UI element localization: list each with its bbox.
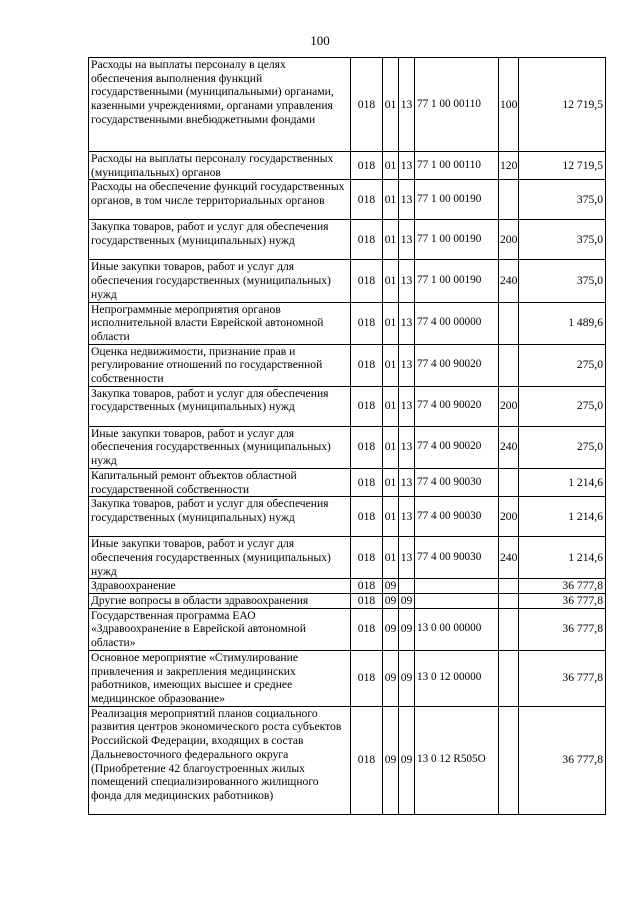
table-row [89, 386, 606, 426]
item-name-cell: Оценка недвижимости, признание прав и регулирование отношений по государственной собственности [89, 344, 351, 386]
item-name-cell: Реализация мероприятий планов социального развития центров экономического роста субъектов Российской Федерации, входящих в состав Дальневосточного федерального округа (Приобретение 42 благоустроенных жилых помещений специализированного жилищного фонда для медицинских работников) [89, 706, 351, 814]
target-item-code-cell [415, 579, 499, 594]
subsection-code-cell: 13 [399, 180, 415, 220]
expense-type-code-cell [499, 302, 519, 344]
budget-table [88, 57, 606, 815]
table-row [89, 260, 606, 302]
expense-type-code-cell: 240 [499, 537, 519, 579]
ministry-code-cell: 018 [351, 260, 383, 302]
table-row [89, 180, 606, 220]
target-item-code-cell: 13 0 12 00000 [415, 650, 499, 706]
subsection-code-cell: 13 [399, 537, 415, 579]
table-row [89, 650, 606, 706]
subsection-code-cell: 13 [399, 426, 415, 468]
table-row [89, 152, 606, 180]
expense-type-code-cell [499, 706, 519, 814]
item-name-cell: Здравоохранение [89, 579, 351, 594]
item-name-cell: Другие вопросы в области здравоохранения [89, 594, 351, 609]
item-name-cell: Государственная программа ЕАО «Здравоохранение в Еврейской автономной области» [89, 608, 351, 650]
table-row [89, 579, 606, 594]
table-row [89, 594, 606, 609]
table-row [89, 537, 606, 579]
table-row [89, 608, 606, 650]
expense-type-code-cell [499, 579, 519, 594]
item-name-cell: Иные закупки товаров, работ и услуг для обеспечения государственных (муниципальных) нужд [89, 537, 351, 579]
section-code-cell: 01 [383, 260, 399, 302]
amount-cell: 36 777,8 [519, 579, 606, 594]
target-item-code-cell: 77 4 00 90030 [415, 537, 499, 579]
target-item-code-cell: 13 0 00 00000 [415, 608, 499, 650]
amount-cell: 36 777,8 [519, 608, 606, 650]
target-item-code-cell [415, 594, 499, 609]
table-row [89, 706, 606, 814]
section-code-cell: 01 [383, 537, 399, 579]
amount-cell: 375,0 [519, 220, 606, 260]
subsection-code-cell: 13 [399, 220, 415, 260]
amount-cell: 1 214,6 [519, 537, 606, 579]
section-code-cell: 01 [383, 468, 399, 496]
ministry-code-cell: 018 [351, 497, 383, 537]
item-name-cell: Иные закупки товаров, работ и услуг для обеспечения государственных (муниципальных) нужд [89, 426, 351, 468]
ministry-code-cell: 018 [351, 152, 383, 180]
expense-type-code-cell: 240 [499, 260, 519, 302]
subsection-code-cell: 13 [399, 344, 415, 386]
table-row [89, 302, 606, 344]
item-name-cell: Закупка товаров, работ и услуг для обеспечения государственных (муниципальных) нужд [89, 220, 351, 260]
amount-cell: 1 489,6 [519, 302, 606, 344]
amount-cell: 36 777,8 [519, 594, 606, 609]
ministry-code-cell: 018 [351, 579, 383, 594]
section-code-cell: 01 [383, 426, 399, 468]
item-name-cell: Расходы на выплаты персоналу государственных (муниципальных) органов [89, 152, 351, 180]
expense-type-code-cell [499, 650, 519, 706]
target-item-code-cell: 77 1 00 00110 [415, 152, 499, 180]
ministry-code-cell: 018 [351, 386, 383, 426]
target-item-code-cell: 77 1 00 00110 [415, 58, 499, 152]
amount-cell: 275,0 [519, 426, 606, 468]
amount-cell: 375,0 [519, 260, 606, 302]
amount-cell: 1 214,6 [519, 468, 606, 496]
section-code-cell: 01 [383, 386, 399, 426]
section-code-cell: 09 [383, 594, 399, 609]
item-name-cell: Закупка товаров, работ и услуг для обеспечения государственных (муниципальных) нужд [89, 497, 351, 537]
section-code-cell: 09 [383, 706, 399, 814]
budget-table-body [89, 58, 606, 815]
section-code-cell: 01 [383, 180, 399, 220]
amount-cell: 12 719,5 [519, 152, 606, 180]
ministry-code-cell: 018 [351, 594, 383, 609]
subsection-code-cell: 09 [399, 608, 415, 650]
subsection-code-cell [399, 579, 415, 594]
section-code-cell: 09 [383, 579, 399, 594]
amount-cell: 1 214,6 [519, 497, 606, 537]
subsection-code-cell: 09 [399, 650, 415, 706]
expense-type-code-cell: 240 [499, 426, 519, 468]
subsection-code-cell: 13 [399, 260, 415, 302]
ministry-code-cell: 018 [351, 220, 383, 260]
section-code-cell: 01 [383, 58, 399, 152]
ministry-code-cell: 018 [351, 608, 383, 650]
subsection-code-cell: 13 [399, 302, 415, 344]
subsection-code-cell: 13 [399, 152, 415, 180]
amount-cell: 375,0 [519, 180, 606, 220]
target-item-code-cell: 77 4 00 90030 [415, 468, 499, 496]
table-row [89, 58, 606, 152]
expense-type-code-cell: 200 [499, 386, 519, 426]
expense-type-code-cell [499, 594, 519, 609]
amount-cell: 12 719,5 [519, 58, 606, 152]
subsection-code-cell: 13 [399, 468, 415, 496]
item-name-cell: Непрограммные мероприятия органов исполнительной власти Еврейской автономной области [89, 302, 351, 344]
expense-type-code-cell: 200 [499, 220, 519, 260]
amount-cell: 275,0 [519, 386, 606, 426]
expense-type-code-cell: 200 [499, 497, 519, 537]
ministry-code-cell: 018 [351, 180, 383, 220]
amount-cell: 36 777,8 [519, 650, 606, 706]
ministry-code-cell: 018 [351, 706, 383, 814]
item-name-cell: Капитальный ремонт объектов областной государственной собственности [89, 468, 351, 496]
subsection-code-cell: 13 [399, 497, 415, 537]
target-item-code-cell: 77 4 00 90020 [415, 344, 499, 386]
target-item-code-cell: 77 4 00 90020 [415, 386, 499, 426]
item-name-cell: Расходы на обеспечение функций государственных органов, в том числе территориальных органов [89, 180, 351, 220]
expense-type-code-cell [499, 608, 519, 650]
expense-type-code-cell [499, 468, 519, 496]
ministry-code-cell: 018 [351, 650, 383, 706]
section-code-cell: 01 [383, 497, 399, 537]
item-name-cell: Основное мероприятие «Стимулирование привлечения и закрепления медицинских работников, имеющих высшее и среднее медицинское образование» [89, 650, 351, 706]
subsection-code-cell: 09 [399, 706, 415, 814]
amount-cell: 275,0 [519, 344, 606, 386]
section-code-cell: 01 [383, 152, 399, 180]
table-row [89, 497, 606, 537]
target-item-code-cell: 77 1 00 00190 [415, 180, 499, 220]
subsection-code-cell: 09 [399, 594, 415, 609]
section-code-cell: 09 [383, 650, 399, 706]
target-item-code-cell: 77 4 00 90020 [415, 426, 499, 468]
amount-cell: 36 777,8 [519, 706, 606, 814]
ministry-code-cell: 018 [351, 344, 383, 386]
subsection-code-cell: 13 [399, 58, 415, 152]
item-name-cell: Расходы на выплаты персоналу в целях обеспечения выполнения функций государственными (муниципальными) органами, казенными учреждениями, органами управления государственными внебюджетными фондами [89, 58, 351, 152]
ministry-code-cell: 018 [351, 58, 383, 152]
section-code-cell: 09 [383, 608, 399, 650]
expense-type-code-cell: 120 [499, 152, 519, 180]
expense-type-code-cell [499, 344, 519, 386]
target-item-code-cell: 77 4 00 00000 [415, 302, 499, 344]
ministry-code-cell: 018 [351, 468, 383, 496]
ministry-code-cell: 018 [351, 426, 383, 468]
section-code-cell: 01 [383, 302, 399, 344]
target-item-code-cell: 13 0 12 R505O [415, 706, 499, 814]
target-item-code-cell: 77 4 00 90030 [415, 497, 499, 537]
table-row [89, 220, 606, 260]
table-row [89, 468, 606, 496]
target-item-code-cell: 77 1 00 00190 [415, 260, 499, 302]
section-code-cell: 01 [383, 344, 399, 386]
section-code-cell: 01 [383, 220, 399, 260]
item-name-cell: Закупка товаров, работ и услуг для обеспечения государственных (муниципальных) нужд [89, 386, 351, 426]
expense-type-code-cell [499, 180, 519, 220]
subsection-code-cell: 13 [399, 386, 415, 426]
expense-type-code-cell: 100 [499, 58, 519, 152]
table-row [89, 344, 606, 386]
target-item-code-cell: 77 1 00 00190 [415, 220, 499, 260]
table-row [89, 426, 606, 468]
page-number: 100 [310, 33, 330, 48]
item-name-cell: Иные закупки товаров, работ и услуг для обеспечения государственных (муниципальных) нужд [89, 260, 351, 302]
ministry-code-cell: 018 [351, 302, 383, 344]
ministry-code-cell: 018 [351, 537, 383, 579]
